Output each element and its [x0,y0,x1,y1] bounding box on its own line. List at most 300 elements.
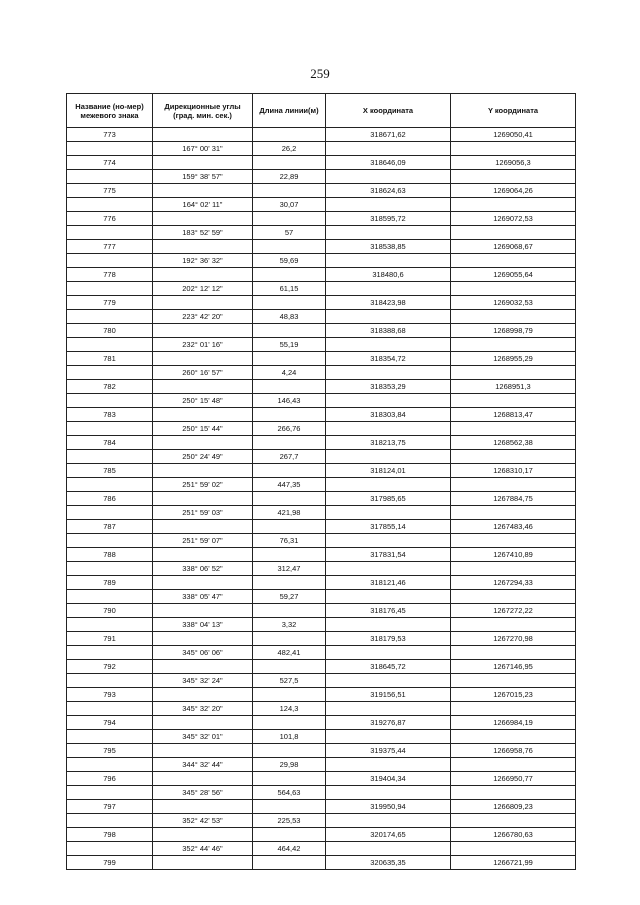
x-coordinate-cell: 319404,34 [326,772,451,785]
line-length-cell: 4,24 [253,366,326,379]
table-row [67,268,575,282]
empty-cell [253,716,326,729]
directional-angle-cell: 344° 32' 44" [153,758,253,771]
table-row [67,310,575,324]
directional-angle-cell: 352° 44' 46" [153,842,253,855]
directional-angle-cell: 159° 38' 57" [153,170,253,183]
directional-angle-cell: 167° 00' 31" [153,142,253,155]
mark-name-cell: 774 [67,156,153,169]
table-body [67,128,575,869]
empty-cell [153,212,253,225]
empty-cell [451,786,575,799]
table-row [67,548,575,562]
y-coordinate-cell: 1269064,26 [493,186,533,195]
directional-angle-cell: 223° 42' 20" [153,310,253,323]
y-coordinate-cell: 1269056,3 [495,158,531,167]
empty-cell [451,730,575,743]
line-length-cell: 527,5 [253,674,326,687]
mark-name-cell: 778 [67,268,153,281]
empty-cell [153,464,253,477]
mark-name-cell: 799 [67,856,153,869]
table-row [67,156,575,170]
table-row [67,702,575,716]
line-length-cell: 146,43 [253,394,326,407]
directional-angle-cell: 202° 12' 12" [153,282,253,295]
y-coordinate-cell: 1267410,89 [493,550,533,559]
table-row [67,842,575,856]
empty-cell [253,380,326,393]
table-row [67,520,575,534]
empty-cell [253,296,326,309]
directional-angle-cell: 345° 28' 56" [153,786,253,799]
empty-cell [253,856,326,869]
empty-cell [451,226,575,239]
y-coordinate-cell: 1268951,3 [495,382,531,391]
empty-cell [67,198,153,211]
directional-angle-cell: 345° 32' 24" [153,674,253,687]
header-directional-angles: Дирекционные углы (град. мин. сек.) [153,94,253,127]
table-row [67,828,575,842]
empty-cell [451,142,575,155]
table-row [67,366,575,380]
table-row [67,590,575,604]
mark-name-cell: 779 [67,296,153,309]
empty-cell [326,226,451,239]
empty-cell [326,170,451,183]
x-coordinate-cell: 318353,29 [326,380,451,393]
x-coordinate-cell: 318671,62 [326,128,451,141]
empty-cell [253,548,326,561]
empty-cell [153,436,253,449]
empty-cell [253,688,326,701]
empty-cell [153,548,253,561]
empty-cell [451,338,575,351]
empty-cell [153,660,253,673]
line-length-cell: 59,69 [253,254,326,267]
directional-angle-cell: 345° 32' 20" [153,702,253,715]
header-y-coordinate: Y координата [487,106,539,115]
table-row [67,674,575,688]
line-length-cell: 266,76 [253,422,326,435]
line-length-cell: 22,89 [253,170,326,183]
empty-cell [326,310,451,323]
empty-cell [451,814,575,827]
line-length-cell: 55,19 [253,338,326,351]
empty-cell [326,282,451,295]
x-coordinate-cell: 319276,87 [326,716,451,729]
page-number: 259 [310,66,330,81]
x-coordinate-cell: 318624,63 [326,184,451,197]
empty-cell [153,324,253,337]
y-coordinate-cell: 1268562,38 [493,438,533,447]
empty-cell [326,730,451,743]
mark-name-cell: 795 [67,744,153,757]
x-coordinate-cell: 317831,54 [326,548,451,561]
mark-name-cell: 796 [67,772,153,785]
empty-cell [67,590,153,603]
empty-cell [253,660,326,673]
line-length-cell: 76,31 [253,534,326,547]
empty-cell [67,702,153,715]
empty-cell [67,282,153,295]
directional-angle-cell: 164° 02' 11" [153,198,253,211]
mark-name-cell: 775 [67,184,153,197]
empty-cell [451,450,575,463]
empty-cell [326,702,451,715]
directional-angle-cell: 251° 59' 02" [153,478,253,491]
empty-cell [67,338,153,351]
line-length-cell: 124,3 [253,702,326,715]
x-coordinate-cell: 318646,09 [326,156,451,169]
boundary-marks-table [66,93,576,870]
empty-cell [326,142,451,155]
line-length-cell: 564,63 [253,786,326,799]
table-row [67,744,575,758]
empty-cell [153,744,253,757]
table-row [67,198,575,212]
table-row [67,212,575,226]
empty-cell [67,478,153,491]
empty-cell [451,394,575,407]
empty-cell [253,464,326,477]
y-coordinate-cell: 1268955,29 [493,354,533,363]
x-coordinate-cell: 318176,45 [326,604,451,617]
mark-name-cell: 786 [67,492,153,505]
empty-cell [451,422,575,435]
line-length-cell: 312,47 [253,562,326,575]
table-row [67,142,575,156]
header-line-length: Длина линии(м) [253,94,326,127]
table-row [67,296,575,310]
mark-name-cell: 784 [67,436,153,449]
empty-cell [153,632,253,645]
table-row [67,758,575,772]
y-coordinate-cell: 1268998,79 [493,326,533,335]
y-coordinate-cell: 1266984,19 [493,718,533,727]
x-coordinate-cell: 318538,85 [326,240,451,253]
table-row [67,128,575,142]
mark-name-cell: 776 [67,212,153,225]
empty-cell [153,352,253,365]
table-row [67,478,575,492]
mark-name-cell: 792 [67,660,153,673]
table-row [67,814,575,828]
directional-angle-cell: 192° 36' 32" [153,254,253,267]
y-coordinate-cell: 1268310,17 [493,466,533,475]
table-row [67,506,575,520]
table-row [67,492,575,506]
empty-cell [326,394,451,407]
directional-angle-cell: 232° 01' 16" [153,338,253,351]
mark-name-cell: 777 [67,240,153,253]
y-coordinate-cell: 1267884,75 [493,494,533,503]
x-coordinate-cell: 318213,75 [326,436,451,449]
x-coordinate-cell: 318179,53 [326,632,451,645]
mark-name-cell: 785 [67,464,153,477]
empty-cell [153,184,253,197]
empty-cell [153,492,253,505]
empty-cell [153,800,253,813]
table-row [67,324,575,338]
empty-cell [67,366,153,379]
directional-angle-cell: 251° 59' 07" [153,534,253,547]
empty-cell [253,128,326,141]
x-coordinate-cell: 319950,94 [326,800,451,813]
directional-angle-cell: 260° 16' 57" [153,366,253,379]
line-length-cell: 57 [253,226,326,239]
empty-cell [253,436,326,449]
x-coordinate-cell: 318354,72 [326,352,451,365]
x-coordinate-cell: 318595,72 [326,212,451,225]
y-coordinate-cell: 1269055,64 [493,270,533,279]
empty-cell [326,254,451,267]
mark-name-cell: 793 [67,688,153,701]
empty-cell [67,674,153,687]
header-mark-name: Название (но-мер) межевого знака [67,94,153,127]
y-coordinate-cell: 1266721,99 [493,858,533,867]
empty-cell [67,142,153,155]
x-coordinate-cell: 319375,44 [326,744,451,757]
line-length-cell: 29,98 [253,758,326,771]
empty-cell [67,842,153,855]
empty-cell [253,268,326,281]
empty-cell [153,408,253,421]
empty-cell [253,520,326,533]
empty-cell [67,730,153,743]
table-row [67,562,575,576]
line-length-cell: 421,98 [253,506,326,519]
directional-angle-cell: 352° 42' 53" [153,814,253,827]
y-coordinate-cell: 1266958,76 [493,746,533,755]
line-length-cell: 447,35 [253,478,326,491]
empty-cell [451,646,575,659]
empty-cell [326,366,451,379]
empty-cell [153,716,253,729]
line-length-cell: 482,41 [253,646,326,659]
y-coordinate-cell: 1269072,53 [493,214,533,223]
mark-name-cell: 794 [67,716,153,729]
mark-name-cell: 782 [67,380,153,393]
empty-cell [153,688,253,701]
table-row [67,184,575,198]
table-row [67,772,575,786]
empty-cell [451,590,575,603]
empty-cell [451,758,575,771]
y-coordinate-cell: 1267272,22 [493,606,533,615]
table-row [67,352,575,366]
table-row [67,436,575,450]
empty-cell [326,758,451,771]
mark-name-cell: 798 [67,828,153,841]
line-length-cell: 61,15 [253,282,326,295]
directional-angle-cell: 345° 32' 01" [153,730,253,743]
empty-cell [67,422,153,435]
mark-name-cell: 791 [67,632,153,645]
mark-name-cell: 789 [67,576,153,589]
mark-name-cell: 783 [67,408,153,421]
directional-angle-cell: 338° 04' 13" [153,618,253,631]
empty-cell [253,492,326,505]
empty-cell [253,408,326,421]
y-coordinate-cell: 1267294,33 [493,578,533,587]
empty-cell [253,184,326,197]
x-coordinate-cell: 317855,14 [326,520,451,533]
x-coordinate-cell: 318388,68 [326,324,451,337]
table-row [67,394,575,408]
table-row [67,450,575,464]
line-length-cell: 464,42 [253,842,326,855]
empty-cell [153,268,253,281]
empty-cell [451,310,575,323]
table-row [67,534,575,548]
y-coordinate-cell: 1269050,41 [493,130,533,139]
x-coordinate-cell: 318303,84 [326,408,451,421]
table-row [67,464,575,478]
directional-angle-cell: 250° 15' 48" [153,394,253,407]
table-row [67,282,575,296]
table-row [67,786,575,800]
x-coordinate-cell: 320635,35 [326,856,451,869]
empty-cell [253,156,326,169]
empty-cell [153,856,253,869]
empty-cell [153,128,253,141]
empty-cell [253,576,326,589]
y-coordinate-cell: 1266780,63 [493,830,533,839]
directional-angle-cell: 250° 24' 49" [153,450,253,463]
mark-name-cell: 797 [67,800,153,813]
empty-cell [153,296,253,309]
y-coordinate-cell: 1267483,46 [493,522,533,531]
empty-cell [153,604,253,617]
table-row [67,380,575,394]
empty-cell [451,366,575,379]
table-row [67,660,575,674]
empty-cell [253,632,326,645]
x-coordinate-cell: 320174,65 [326,828,451,841]
empty-cell [153,576,253,589]
x-coordinate-cell: 319156,51 [326,688,451,701]
empty-cell [67,226,153,239]
line-length-cell: 3,32 [253,618,326,631]
empty-cell [153,828,253,841]
empty-cell [67,646,153,659]
empty-cell [253,772,326,785]
table-row [67,422,575,436]
empty-cell [67,562,153,575]
empty-cell [326,842,451,855]
x-coordinate-cell: 318480,6 [326,268,451,281]
empty-cell [326,478,451,491]
x-coordinate-cell: 318423,98 [326,296,451,309]
empty-cell [451,198,575,211]
table-row [67,170,575,184]
directional-angle-cell: 338° 06' 52" [153,562,253,575]
empty-cell [67,450,153,463]
line-length-cell: 267,7 [253,450,326,463]
directional-angle-cell: 345° 06' 06" [153,646,253,659]
header-x-coordinate: X координата [326,94,451,127]
empty-cell [67,254,153,267]
y-coordinate-cell: 1267015,23 [493,690,533,699]
empty-cell [67,170,153,183]
mark-name-cell: 780 [67,324,153,337]
y-coordinate-cell: 1269032,53 [493,298,533,307]
table-row [67,716,575,730]
line-length-cell: 26,2 [253,142,326,155]
empty-cell [153,520,253,533]
empty-cell [153,240,253,253]
x-coordinate-cell: 318124,01 [326,464,451,477]
empty-cell [253,324,326,337]
empty-cell [451,674,575,687]
empty-cell [451,618,575,631]
empty-cell [253,744,326,757]
table-row [67,226,575,240]
empty-cell [451,702,575,715]
table-row [67,800,575,814]
directional-angle-cell: 251° 59' 03" [153,506,253,519]
empty-cell [326,562,451,575]
empty-cell [67,814,153,827]
empty-cell [253,240,326,253]
empty-cell [153,380,253,393]
empty-cell [326,674,451,687]
line-length-cell: 225,53 [253,814,326,827]
table-row [67,338,575,352]
empty-cell [67,534,153,547]
mark-name-cell: 787 [67,520,153,533]
empty-cell [326,534,451,547]
y-coordinate-cell: 1267146,95 [493,662,533,671]
empty-cell [326,422,451,435]
x-coordinate-cell: 317985,65 [326,492,451,505]
empty-cell [253,212,326,225]
empty-cell [67,786,153,799]
empty-cell [451,562,575,575]
empty-cell [451,506,575,519]
empty-cell [67,506,153,519]
empty-cell [253,352,326,365]
empty-cell [451,282,575,295]
line-length-cell: 48,83 [253,310,326,323]
table-row [67,408,575,422]
empty-cell [326,814,451,827]
table-row [67,576,575,590]
y-coordinate-cell: 1269068,67 [493,242,533,251]
directional-angle-cell: 250° 15' 44" [153,422,253,435]
empty-cell [326,618,451,631]
empty-cell [253,828,326,841]
empty-cell [253,800,326,813]
table-row [67,688,575,702]
mark-name-cell: 773 [67,128,153,141]
empty-cell [451,170,575,183]
table-row [67,618,575,632]
y-coordinate-cell: 1266950,77 [493,774,533,783]
y-coordinate-cell: 1266809,23 [493,802,533,811]
table-row [67,646,575,660]
table-header [67,94,575,128]
empty-cell [326,198,451,211]
y-coordinate-cell: 1268813,47 [493,410,533,419]
table-row [67,240,575,254]
directional-angle-cell: 183° 52' 59" [153,226,253,239]
table-row [67,730,575,744]
empty-cell [67,758,153,771]
empty-cell [253,604,326,617]
table-row [67,604,575,618]
mark-name-cell: 788 [67,548,153,561]
